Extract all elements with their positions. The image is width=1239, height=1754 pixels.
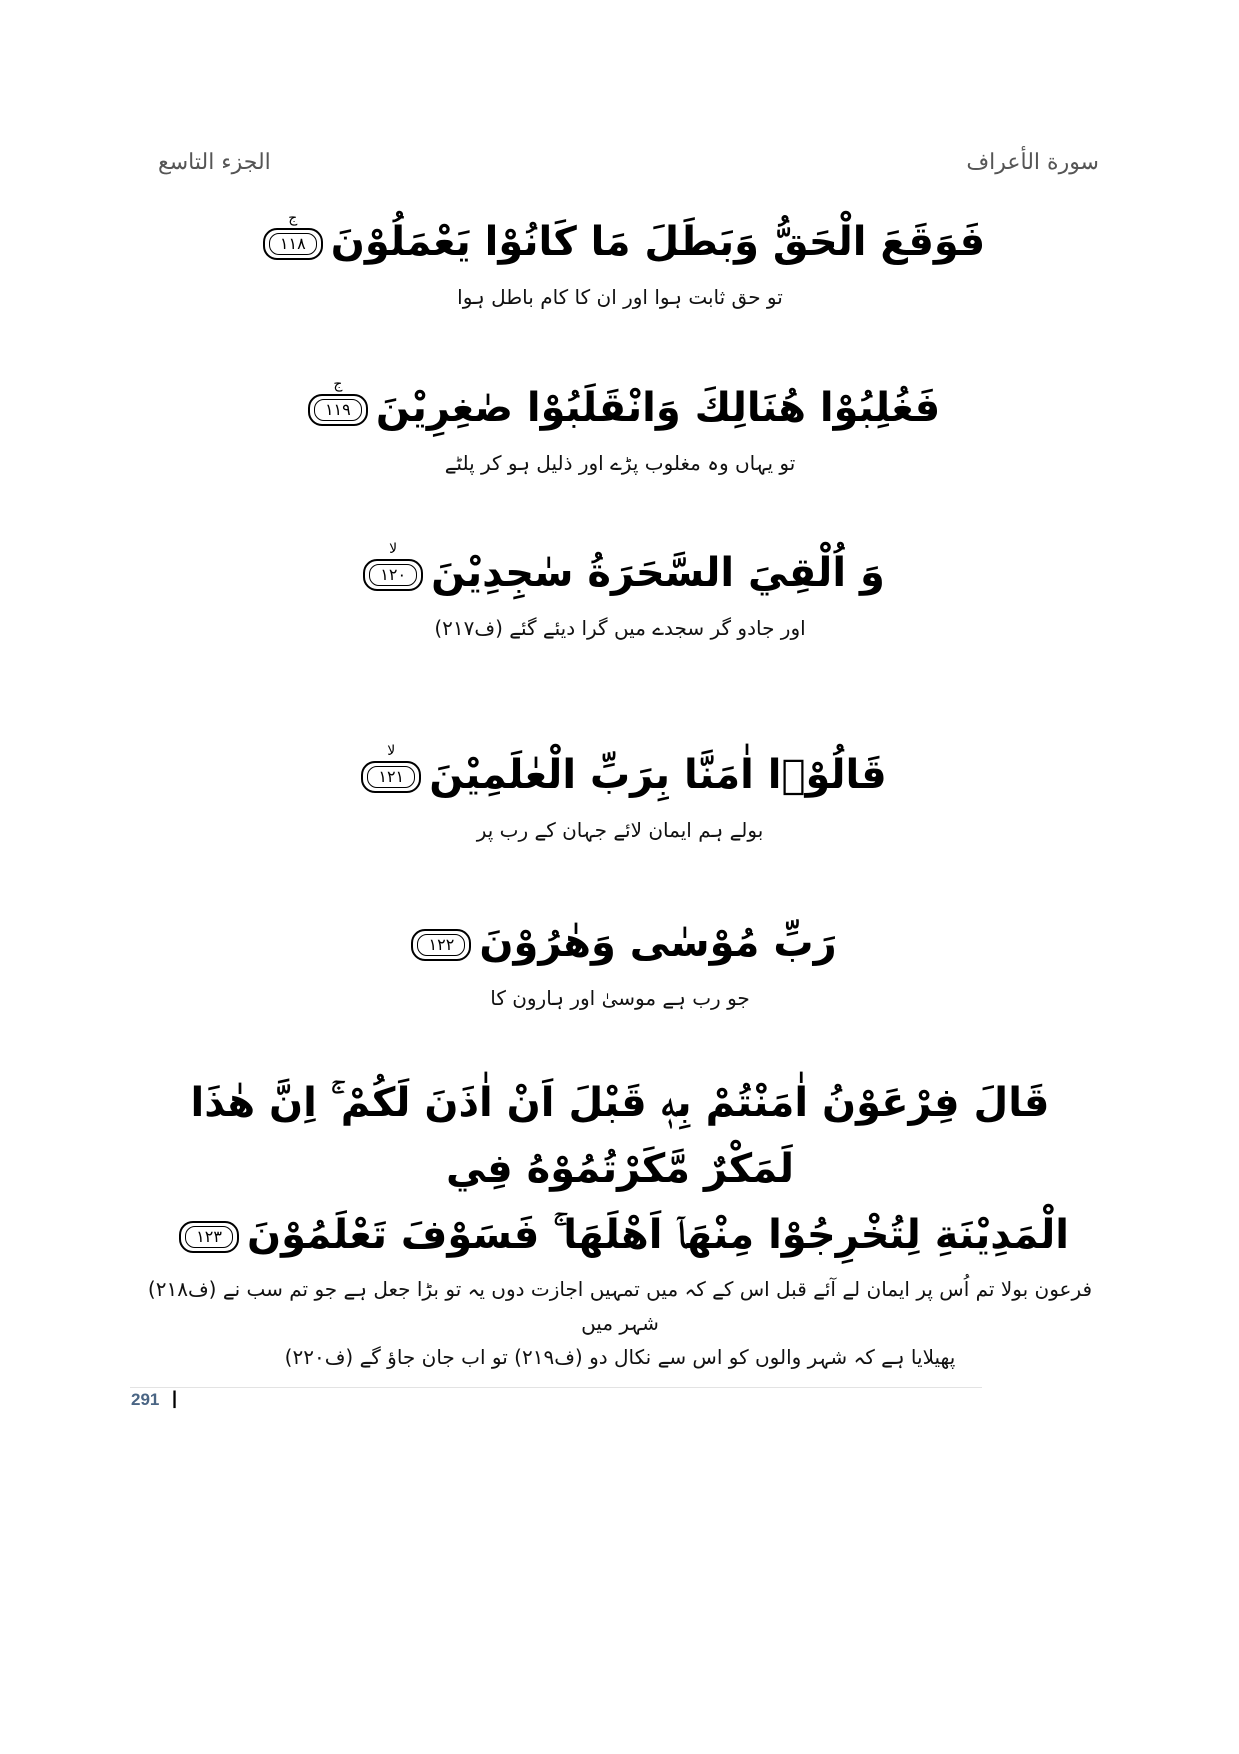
page-number: 291 xyxy=(131,1390,160,1409)
verse-arabic-line-2 xyxy=(140,1202,1100,1268)
verse-arabic-line-1: قَالَ فِرْعَوْنُ اٰمَنْتُمْ بِهٖ قَبْلَ اَنْ اٰذَنَ لَكُمْ ۚ اِنَّ هٰذَا لَمَكْرٌ مَّكَرْتُمُوْهُ فِي xyxy=(190,1080,1050,1192)
verse-translation-line-1: فرعون بولا تم اُس پر ایمان لے آئے قبل اس کے کہ میں تمہیں اجازت دوں یہ تو بڑا جعل ہے جو تم سب نے (ف۲۱۸) شہر میں xyxy=(147,1277,1093,1335)
waqf-sign: لا xyxy=(389,541,398,557)
verse-119 xyxy=(140,378,1100,480)
verse-arabic xyxy=(140,378,1100,438)
verse-arabic-text: فَوَقَعَ الْحَقُّ وَبَطَلَ مَا كَانُوْا يَعْمَلُوْنَ xyxy=(330,219,986,265)
ayah-number-marker xyxy=(179,1221,239,1253)
verse-translation: اور جادو گر سجدے میں گرا دیئے گئے (ف۲۱۷) xyxy=(434,616,806,640)
ayah-number-marker xyxy=(263,210,323,260)
waqf-sign: لا xyxy=(387,743,396,759)
ayah-number: ١٢٣ xyxy=(196,1227,222,1246)
ayah-number-marker xyxy=(361,743,421,793)
footer-divider xyxy=(130,1387,982,1388)
verse-translation: تو حق ثابت ہوا اور ان کا کام باطل ہوا xyxy=(457,285,783,309)
ayah-number: ١٢٠ xyxy=(380,565,407,584)
waqf-sign: ج xyxy=(288,210,298,226)
verse-123 xyxy=(140,1070,1100,1374)
ayah-number-marker xyxy=(411,929,471,961)
running-head-surah: سورة الأعراف xyxy=(966,150,1099,175)
verse-122 xyxy=(140,913,1100,1015)
verse-arabic xyxy=(140,543,1100,603)
verse-arabic-text: فَغُلِبُوْا هُنَالِكَ وَانْقَلَبُوْا صٰغِرِيْنَ xyxy=(375,385,941,431)
verse-arabic-text: وَ اُلْقِيَ السَّحَرَةُ سٰجِدِيْنَ xyxy=(431,550,885,596)
verse-arabic xyxy=(140,212,1100,272)
waqf-sign: ج xyxy=(333,376,343,392)
verse-translation-line-2: پھیلایا ہے کہ شہر والوں کو اس سے نکال دو (ف۲۱۹) تو اب جان جاؤ گے (ف۲۲۰) xyxy=(284,1345,956,1369)
verse-arabic-text: الْمَدِيْنَةِ لِتُخْرِجُوْا مِنْهَاۤ اَهْلَهَا ۚ فَسَوْفَ تَعْلَمُوْنَ xyxy=(247,1212,1069,1258)
verse-translation: جو رب ہے موسیٰ اور ہارون کا xyxy=(490,986,750,1010)
verse-120 xyxy=(140,543,1100,645)
verse-arabic-text: رَبِّ مُوْسٰى وَهٰرُوْنَ xyxy=(479,920,837,966)
ayah-number-marker xyxy=(308,376,368,426)
ayah-number: ١٢٢ xyxy=(428,935,455,954)
verse-translation: بولے ہم ایمان لائے جہان کے رب پر xyxy=(476,818,764,842)
verse-121 xyxy=(140,745,1100,847)
verse-arabic xyxy=(140,913,1100,973)
ayah-number: ١١٩ xyxy=(324,400,351,419)
verse-arabic-text: قَالُوْۤا اٰمَنَّا بِرَبِّ الْعٰلَمِيْنَ xyxy=(429,752,887,798)
verse-arabic xyxy=(140,745,1100,805)
verse-translation: تو یہاں وہ مغلوب پڑے اور ذلیل ہو کر پلٹے xyxy=(444,451,796,475)
verse-118 xyxy=(140,212,1100,314)
running-head-juz: الجزء التاسع xyxy=(158,150,271,175)
ayah-number: ١١٨ xyxy=(279,234,306,253)
page-number-separator: | xyxy=(172,1388,178,1408)
ayah-number-marker xyxy=(363,541,423,591)
ayah-number: ١٢١ xyxy=(378,767,405,786)
